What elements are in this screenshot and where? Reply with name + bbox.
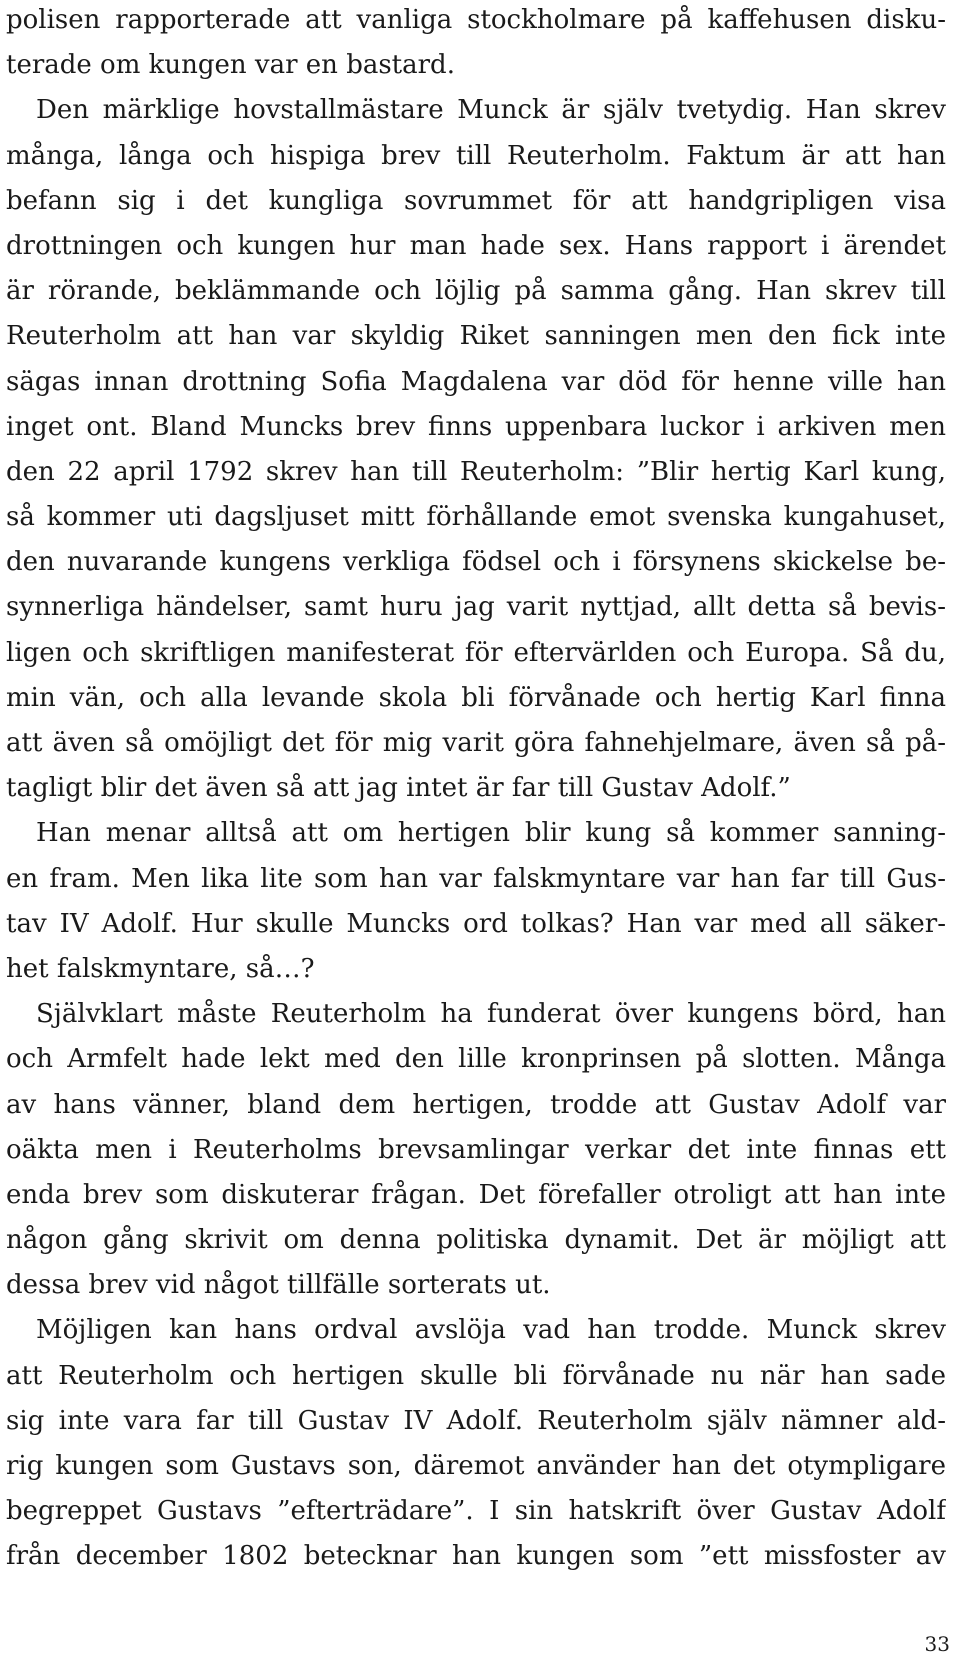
text-line: Den märklige hovstallmästare Munck är själv tvetydig. Han skrev bbox=[36, 95, 946, 126]
text-line: dessa brev vid något tillfälle sorterats ut. bbox=[6, 1270, 551, 1301]
text-line: många, långa och hispiga brev till Reuterholm. Faktum är att han bbox=[6, 140, 946, 171]
text-line: oäkta men i Reuterholms brevsamlingar verkar det inte finnas ett bbox=[6, 1134, 946, 1165]
text-line: Han menar alltså att om hertigen blir kung så kommer sanning- bbox=[36, 818, 946, 849]
text-line: och Armfelt hade lekt med den lille kronprinsen på slotten. Många bbox=[6, 1044, 946, 1075]
text-line: polisen rapporterade att vanliga stockholmare på kaffehusen disku- bbox=[6, 5, 946, 35]
text-line: att Reuterholm och hertigen skulle bli förvånade nu när han sade bbox=[6, 1360, 946, 1391]
text-line: Reuterholm att han var skyldig Riket sanningen men den fick inte bbox=[6, 321, 946, 352]
text-line: drottningen och kungen hur man hade sex. Hans rapport i ärendet bbox=[6, 230, 946, 261]
text-line: synnerliga händelser, samt huru jag varit nyttjad, allt detta så bevis- bbox=[6, 592, 946, 623]
text-line: inget ont. Bland Muncks brev finns uppenbara luckor i arkiven men bbox=[6, 411, 946, 442]
text-line: enda brev som diskuterar frågan. Det förefaller otroligt att han inte bbox=[6, 1179, 946, 1210]
page-number: 33 bbox=[924, 1632, 950, 1656]
text-line: Självklart måste Reuterholm ha funderat över kungens börd, han bbox=[36, 999, 946, 1030]
text-line: att även så omöjligt det för mig varit göra fahnehjelmare, även så på- bbox=[6, 728, 946, 758]
text-line: min vän, och alla levande skola bli förvånade och hertig Karl finna bbox=[6, 682, 946, 713]
text-line: någon gång skrivit om denna politiska dynamit. Det är möjligt att bbox=[6, 1225, 946, 1256]
text-line: den nuvarande kungens verkliga födsel och i försynens skickelse be- bbox=[6, 547, 946, 578]
text-line: rig kungen som Gustavs son, däremot använder han det otympligare bbox=[6, 1451, 946, 1481]
text-line: Möjligen kan hans ordval avslöja vad han trodde. Munck skrev bbox=[36, 1315, 946, 1346]
text-line: tagligt blir det även så att jag intet är far till Gustav Adolf.” bbox=[6, 773, 791, 804]
text-line: ligen och skriftligen manifesterat för eftervärlden och Europa. Så du, bbox=[6, 637, 946, 668]
text-line: tav IV Adolf. Hur skulle Muncks ord tolkas? Han var med all säker- bbox=[6, 908, 946, 939]
text-line: så kommer uti dagsljuset mitt förhållande emot svenska kungahuset, bbox=[6, 502, 946, 533]
text-line: terade om kungen var en bastard. bbox=[6, 50, 455, 81]
text-line: sig inte vara far till Gustav IV Adolf. Reuterholm själv nämner ald- bbox=[6, 1405, 946, 1436]
text-line: het falskmyntare, så…? bbox=[6, 953, 315, 984]
text-line: den 22 april 1792 skrev han till Reuterholm: ”Blir hertig Karl kung, bbox=[6, 456, 946, 487]
text-line: begreppet Gustavs ”efterträdare”. I sin hatskrift över Gustav Adolf bbox=[6, 1496, 946, 1527]
text-line: en fram. Men lika lite som han var falskmyntare var han far till Gus- bbox=[6, 863, 946, 894]
text-line: befann sig i det kungliga sovrummet för att handgripligen visa bbox=[6, 185, 946, 216]
text-line: är rörande, beklämmande och löjlig på samma gång. Han skrev till bbox=[6, 276, 946, 307]
text-line: av hans vänner, bland dem hertigen, trodde att Gustav Adolf var bbox=[6, 1089, 946, 1120]
text-line: sägas innan drottning Sofia Magdalena var död för henne ville han bbox=[6, 366, 946, 397]
text-line: från december 1802 betecknar han kungen som ”ett missfoster av bbox=[6, 1541, 946, 1572]
body-text bbox=[6, 0, 946, 1580]
